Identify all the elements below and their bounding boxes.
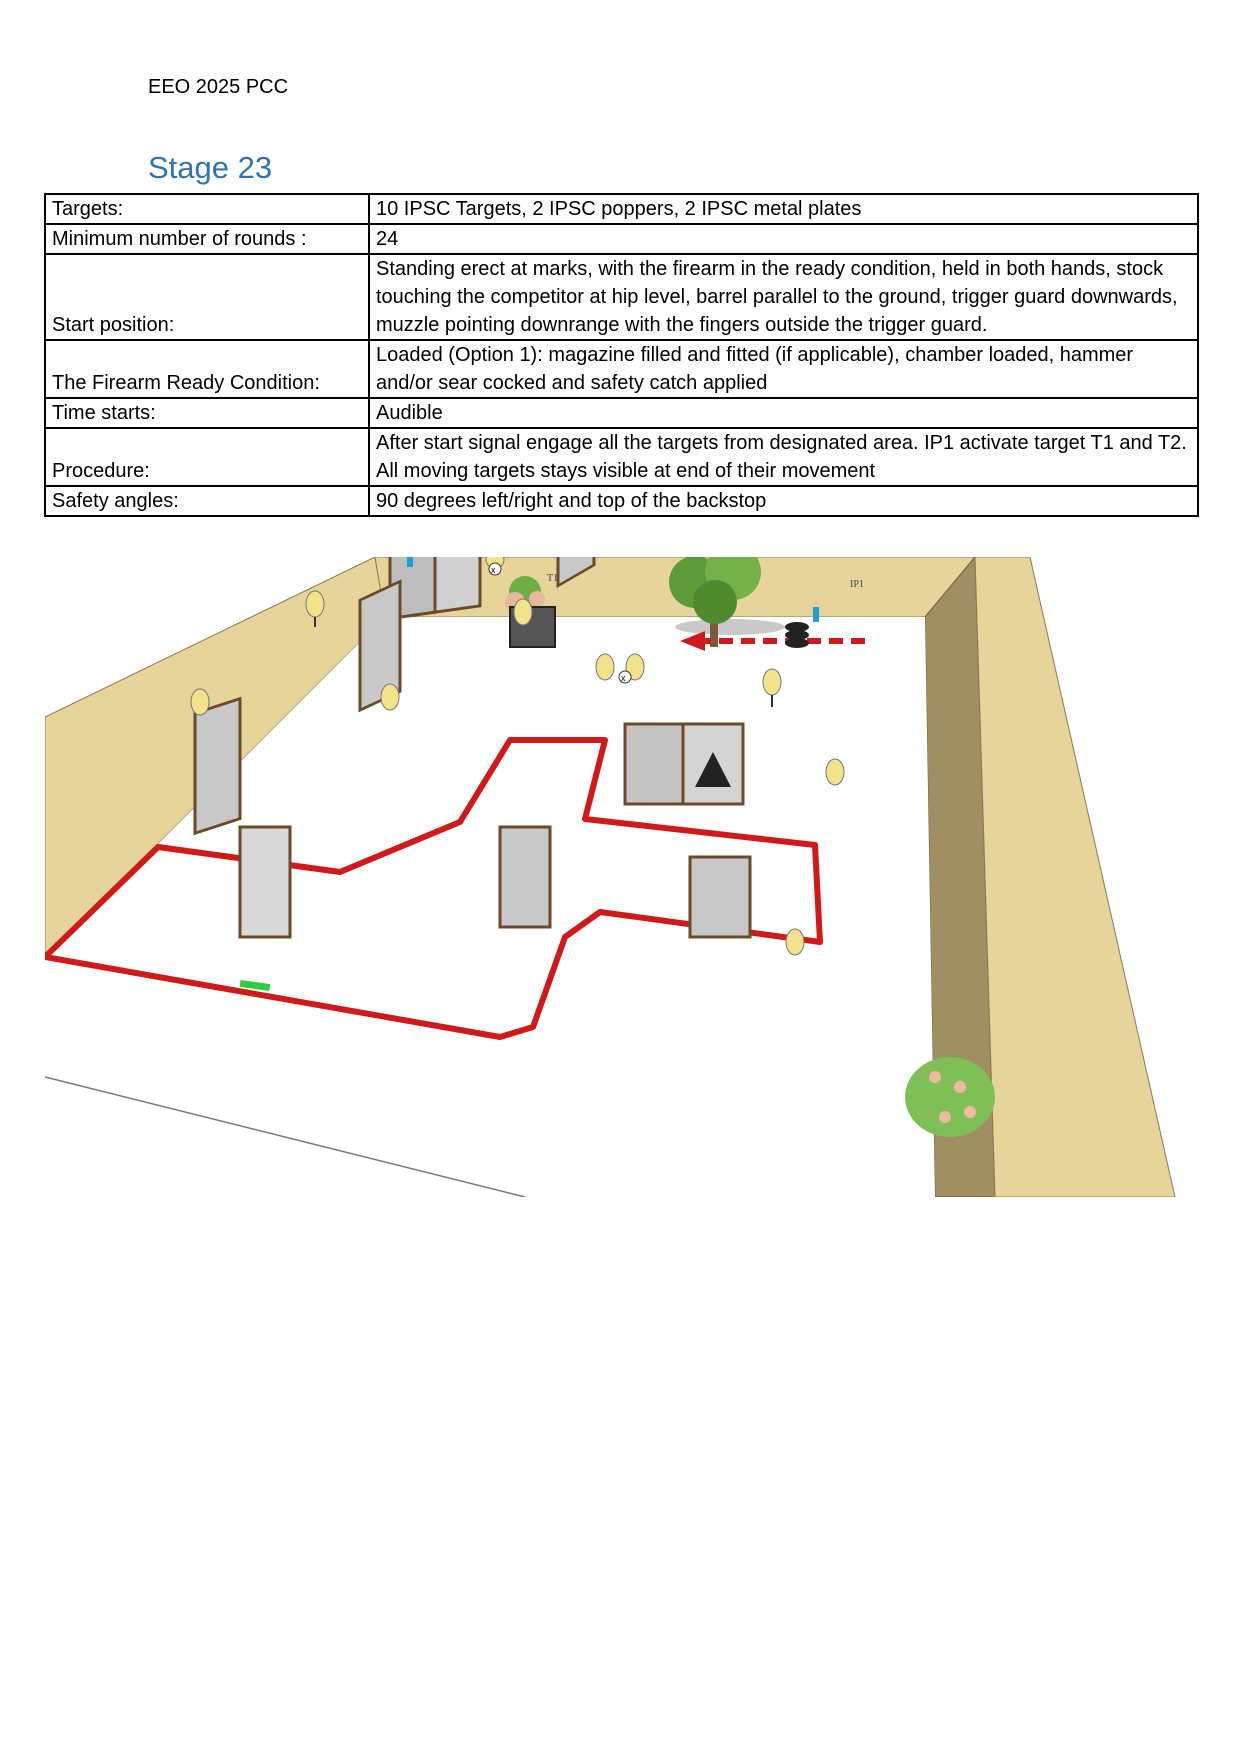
row-value: Audible bbox=[369, 398, 1198, 428]
row-value: 90 degrees left/right and top of the backstop bbox=[369, 486, 1198, 516]
row-label: The Firearm Ready Condition: bbox=[45, 340, 369, 398]
row-value: Standing erect at marks, with the firearm in the ready condition, held in both hands, stock touching the competitor at hip level, barrel parallel to the ground, trigger guard downwards, muzzle pointing downrange with the fingers outside the trigger guard. bbox=[369, 254, 1198, 340]
wall-barricade bbox=[690, 857, 750, 937]
bush-icon bbox=[905, 1057, 995, 1137]
ipsc-target-icon bbox=[596, 654, 614, 680]
ipsc-target-icon bbox=[381, 684, 399, 710]
table-row bbox=[45, 486, 1198, 516]
row-value: Loaded (Option 1): magazine filled and fitted (if applicable), chamber loaded, hammer and/or sear cocked and safety catch applied bbox=[369, 340, 1198, 398]
row-value: 10 IPSC Targets, 2 IPSC poppers, 2 IPSC metal plates bbox=[369, 194, 1198, 224]
stage-title: Stage 23 bbox=[148, 150, 273, 185]
table-row bbox=[45, 340, 1198, 398]
label-ip1: IP1 bbox=[850, 579, 864, 590]
tire-stack-icon bbox=[785, 622, 809, 648]
table-row bbox=[45, 224, 1198, 254]
popper-icon bbox=[813, 607, 819, 622]
row-label: Targets: bbox=[45, 194, 369, 224]
table-row bbox=[45, 428, 1198, 486]
row-label: Time starts: bbox=[45, 398, 369, 428]
row-label: Safety angles: bbox=[45, 486, 369, 516]
table-row bbox=[45, 254, 1198, 340]
row-label: Start position: bbox=[45, 254, 369, 340]
wall-barricade bbox=[625, 724, 743, 804]
ipsc-target-icon bbox=[514, 599, 532, 625]
row-value: 24 bbox=[369, 224, 1198, 254]
popper-icon bbox=[407, 557, 413, 567]
row-value: After start signal engage all the targets from designated area. IP1 activate target T1 and T2. All moving targets stays visible at end of their movement bbox=[369, 428, 1198, 486]
label-t1: T1 bbox=[547, 573, 559, 584]
table-row bbox=[45, 398, 1198, 428]
wall-barricade bbox=[500, 827, 550, 927]
row-label: Minimum number of rounds : bbox=[45, 224, 369, 254]
svg-text:x: x bbox=[491, 565, 496, 575]
document-header: EEO 2025 PCC bbox=[148, 76, 289, 98]
ipsc-target-icon bbox=[826, 759, 844, 785]
metal-plate-icon bbox=[489, 563, 501, 575]
stage-briefing-table bbox=[44, 193, 1199, 517]
metal-plate-icon bbox=[619, 671, 631, 683]
stage-diagram bbox=[45, 557, 1185, 1197]
row-label: Procedure: bbox=[45, 428, 369, 486]
right-berm-top bbox=[975, 557, 1175, 1197]
ipsc-target-icon bbox=[786, 929, 804, 955]
ipsc-target-icon bbox=[191, 689, 209, 715]
svg-text:x: x bbox=[621, 673, 626, 683]
table-row bbox=[45, 194, 1198, 224]
